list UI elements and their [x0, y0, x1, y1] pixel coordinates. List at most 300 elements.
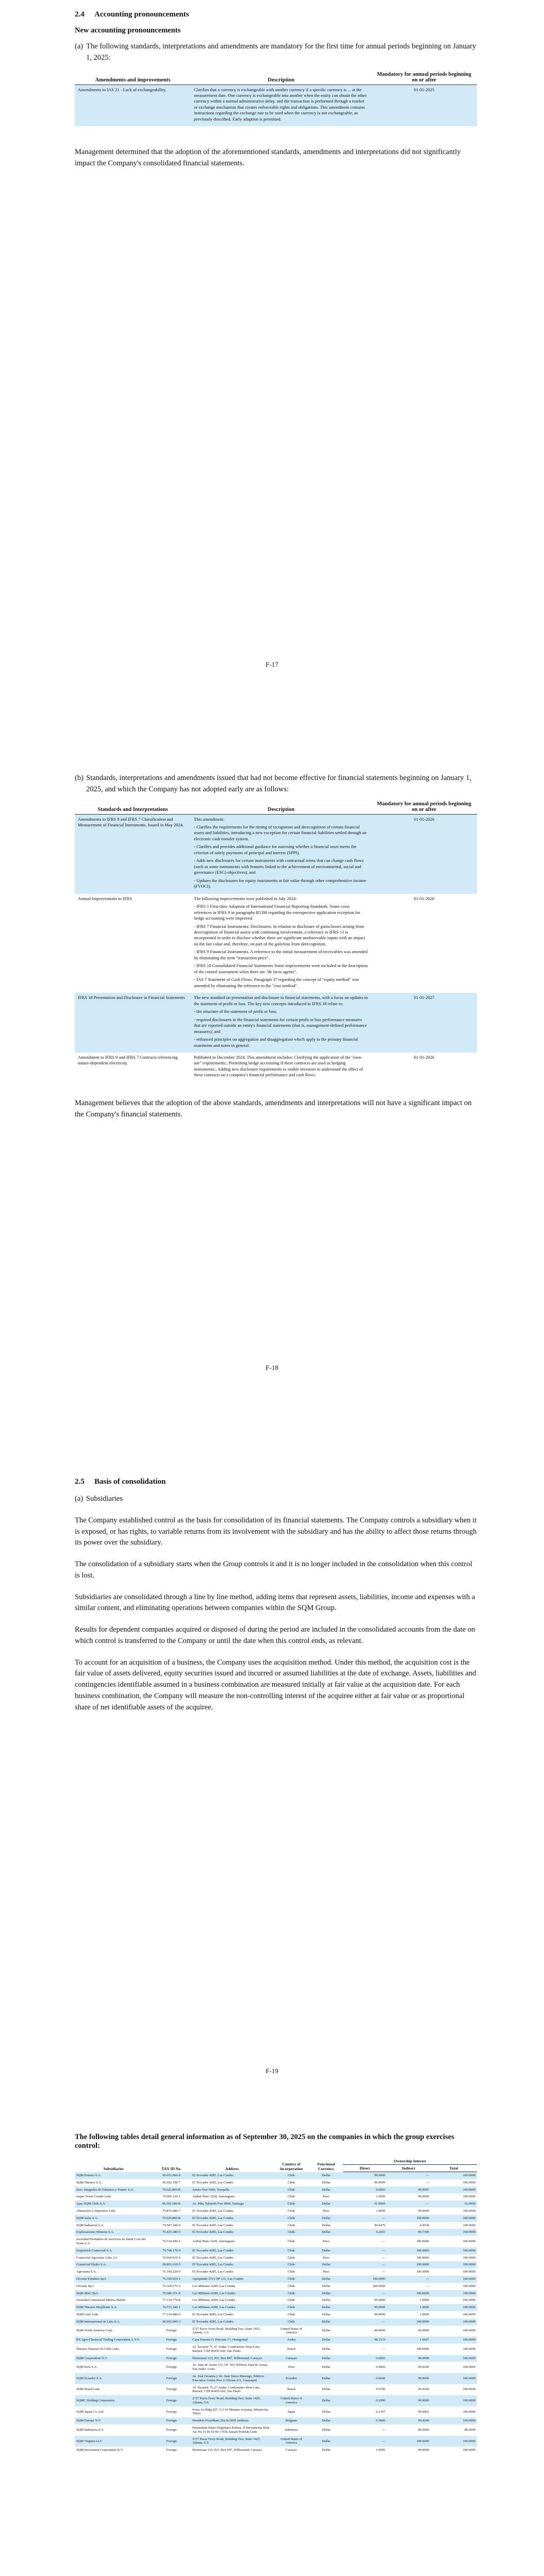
country: Chile [273, 2187, 309, 2194]
country: Chile [287, 2195, 295, 2199]
currency: Dollar [322, 2180, 331, 2184]
indirect-pct: 99.4200 [387, 2417, 431, 2425]
table-row [75, 2362, 477, 2373]
address: El Trovador 4285, Las Condes [191, 2318, 273, 2326]
total-pct: 100.0000 [463, 2209, 475, 2213]
direct-pct: 0.0040 [343, 2373, 387, 2384]
subsidiary-name: SQM Indonesia S.A. [76, 2428, 105, 2432]
address: El Trovador 4285, Las Condes [191, 2172, 273, 2179]
indirect-pct: 100.0000 [416, 2347, 429, 2351]
page-number: F-17 [266, 660, 278, 668]
direct-pct: — [343, 2436, 387, 2447]
indirect-pct: 100.0000 [387, 2247, 431, 2255]
country: Chile [287, 2240, 295, 2244]
col-header: Address [225, 2166, 239, 2171]
total-pct: 100.0000 [431, 2215, 477, 2222]
standard-description [191, 894, 371, 993]
address: El Trovador 4285, Las Condes [191, 2247, 273, 2255]
address: El Trovador 4285, Las Condes [192, 2180, 234, 2184]
currency: Dollar [309, 2355, 343, 2362]
currency: Dollar [322, 2365, 331, 2369]
country: Chile [287, 2312, 295, 2316]
address: El Trovador 4285, Las Condes [192, 2223, 234, 2227]
indirect-pct: 60.0000 [418, 2329, 429, 2333]
col-header: Mandatory for annual periods beginning on or after [376, 71, 471, 83]
description-line: The following improvements were published in July 2024: [194, 895, 297, 901]
standard-name: Amendment to IFRS 9 and IFRS 7 Contracts referencing nature-dependent electricity. [78, 1054, 178, 1066]
item-a [75, 1494, 477, 1505]
subsidiary-name: SQM Japan Co. Ltd. [76, 2410, 104, 2414]
tax-id: 79.626.800-K [152, 2215, 191, 2222]
table-row [75, 2215, 477, 2222]
section-heading [75, 1478, 477, 1486]
item-label: (a) [75, 42, 84, 50]
table-row [75, 2336, 477, 2344]
table-row [75, 2447, 477, 2454]
indirect-pct: 99.0000 [418, 2209, 429, 2213]
currency: Dollar [309, 2247, 343, 2255]
country: Peru [288, 2365, 294, 2369]
table-row [75, 2222, 477, 2229]
subsidiary-name: Exploraciones Mineras S.A. [75, 2229, 152, 2236]
indirect-pct: 100.0000 [416, 2270, 429, 2274]
effective-date: 01-01-2027 [371, 993, 477, 1053]
country: United States of America [281, 2327, 302, 2335]
direct-pct: 1.0000 [376, 2209, 385, 2213]
subsidiary-name: Orcoma SpA [76, 2284, 94, 2288]
total-pct: 100.0000 [431, 2436, 477, 2447]
description-line: This amendment: [194, 816, 225, 822]
section-number: 2.5 [75, 1478, 85, 1486]
country: United States of America [273, 2436, 309, 2447]
country: Japan [287, 2410, 295, 2414]
currency: Dollar [309, 2187, 343, 2194]
col-header: Subsidiaries [103, 2166, 124, 2171]
tax-id: 96.592.190-7 [162, 2180, 180, 2184]
description-line: - Updates the disclosures for equity instruments at fair value through other comprehensive income (FVOCI). [194, 877, 367, 889]
address: Aníbal Pinto 3228, Antofagasta [192, 2240, 235, 2244]
table-row [75, 993, 477, 1053]
indirect-pct: 100.0000 [416, 2256, 429, 2260]
direct-pct: — [343, 2261, 387, 2268]
address: El Trovador 4285, Las Condes [191, 2261, 273, 2268]
direct-pct: 98.3333 [343, 2336, 387, 2344]
tax-id: Foreign [166, 2448, 177, 2452]
country: Chile [287, 2256, 295, 2260]
address: Apoquindo 3721 OF 131, Las Condes [191, 2276, 273, 2283]
col-header: Ownership Interest [343, 2158, 477, 2165]
country: Chile [273, 2304, 309, 2311]
indirect-pct: 99.9300 [418, 2387, 429, 2392]
direct-pct: — [343, 2215, 387, 2222]
description-line: - Clarifies the requirements for the timing of recognition and derecognition of certain financial assets and liabilities, introducing a new exception for certain financial liabilities settled through an electronic cash transfer system. [194, 824, 367, 841]
currency: Dollar [322, 2387, 331, 2392]
tax-id: Foreign [166, 2365, 177, 2369]
section-heading [75, 10, 477, 19]
country: Belgium [273, 2417, 309, 2425]
direct-pct: 99.9999 [343, 2172, 387, 2179]
tax-id: Foreign [152, 2373, 191, 2384]
table-row [75, 2304, 477, 2311]
currency: Dollar [322, 2223, 331, 2227]
subsidiary-name: SQM Perú S.A. [76, 2365, 97, 2369]
indirect-pct: — [425, 2180, 429, 2184]
subsidiary-name: Serv. Integrales de Tránsitos y Transf. S.A. [75, 2187, 152, 2194]
total-pct: 51.0000 [431, 2200, 477, 2208]
total-pct: 100.0000 [463, 2329, 475, 2333]
standard-name: Amendments to IAS 21 - Lack of exchangeability. [75, 84, 191, 126]
total-pct: 100.0000 [463, 2240, 475, 2244]
total-pct: 100.0000 [431, 2318, 477, 2326]
currency: Dollar [309, 2395, 343, 2406]
currency: Dollar [322, 2298, 331, 2302]
item-text: The following standards, interpretations and amendments are mandatory for the first time for annual periods beginning on January 1, 2025: [86, 42, 476, 62]
country: Chile [273, 2247, 309, 2255]
country: Chile [273, 2215, 309, 2222]
table-row [75, 2193, 477, 2200]
direct-pct: 100.0000 [372, 2284, 385, 2288]
total-pct: 100.0000 [431, 2276, 477, 2283]
subsidiary-name: RS Agro-Chemical Trading Corporation A.V.V. [75, 2336, 152, 2344]
standard-name: IFRS 18 Presentation and Disclosure in Financial Statements [75, 993, 191, 1053]
country: Chile [273, 2276, 309, 2283]
item-text: Subsidiaries [86, 1495, 123, 1503]
currency: Dollar [322, 2284, 331, 2288]
subsidiary-name: SQM MaG SpA [75, 2290, 152, 2297]
direct-pct: — [343, 2318, 387, 2326]
currency: Dollar [322, 2312, 331, 2316]
description-line: - IAS 7 Statement of Cash Flows. Paragraph 37 regarding the concept of "equity method" was amended by eliminating the reference to the "cost method". [194, 977, 359, 988]
standard-name: Annual Improvements to IFRS [78, 895, 133, 901]
total-pct: 100.0000 [463, 2180, 475, 2184]
currency: Peso [323, 2270, 329, 2274]
section-title: Accounting pronouncements [94, 10, 189, 19]
currency: Dollar [309, 2417, 343, 2425]
table-row [75, 2344, 477, 2355]
description-line: The new standard on presentation and disclosure in financial statements, with a focus on updates to the statement of profit or loss. The key new concepts introduced in IFRS 18 relate to: [194, 995, 368, 1006]
description-line: - Clarifies and provides additional guidance for assessing whether a financial asset meets the criterion of solely payments of principal and interest (SPPI). [194, 844, 357, 855]
direct-pct: 99.0470 [374, 2223, 385, 2227]
country: Indonesia [285, 2428, 298, 2432]
table-row [75, 2384, 477, 2396]
subsidiary-name: Orcoma Estudios SpA [75, 2276, 152, 2283]
item-label: (b) [75, 774, 84, 782]
section-title: Basis of consolidation [94, 1478, 166, 1486]
table-row [75, 2236, 477, 2247]
direct-pct: — [382, 2270, 385, 2274]
description-line: Clarifies that a currency is exchangeable with another currency if a specific currency is ... at the measurement date. One currency is exchangeable into another when the entity can obtain the other currency within a normal administrative delay, and the transaction is performed through a market or exchange mechanism that creates enforceable rights and obligations. This amendment contains instructions regarding the exchange rate to be used when the currency is not exchangeable, as previously described. Early adoption is permitted. [194, 87, 367, 122]
subsidiary-name: SQM Nitratos S.A. [76, 2180, 102, 2184]
tax-id: 76.425.380-9 [152, 2229, 191, 2236]
direct-pct: 1.0000 [376, 2195, 385, 2199]
direct-pct: 0.0002 [343, 2355, 387, 2362]
subsidiary-name: Agrorama S.A. [76, 2270, 97, 2274]
tax-id: 76.360.575-2 [162, 2284, 180, 2288]
conclusion-paragraph: Management determined that the adoption of the aforementioned standards, amendments and interpretations did not significantly impact the Company's consolidated financial statements. [75, 148, 461, 168]
direct-pct: 99.0000 [374, 2298, 385, 2302]
address: El Trovador 4285, Las Condes [192, 2312, 234, 2316]
country: Chile [287, 2270, 295, 2274]
tax-id: 79.768.170-9 [152, 2247, 191, 2255]
tax-id: 96.992.000-3 [152, 2318, 191, 2326]
table-row [75, 2179, 477, 2187]
subsidiary-name: SQM Investment Corporation N.V. [76, 2448, 124, 2452]
tax-id: 96.592.180-K [152, 2200, 191, 2208]
subsidiary-name: Comercial Hydro S.A. [75, 2261, 152, 2268]
table-row [75, 2318, 477, 2326]
total-pct: 80.0000 [464, 2428, 475, 2432]
currency: Dollar [322, 2329, 331, 2333]
direct-pct: 0.0700 [376, 2387, 385, 2392]
page-f17 [0, 0, 544, 703]
currency: Dollar [309, 2215, 343, 2222]
indirect-pct: — [387, 2276, 431, 2283]
country: Brazil [287, 2387, 295, 2392]
currency: Dollar [322, 2448, 331, 2452]
subsidiary-name: Soquimich Comercial S.A. [75, 2247, 152, 2255]
tax-id: 76.711.140-1 [152, 2304, 191, 2311]
tax-id: Foreign [152, 2355, 191, 2362]
currency: Dollar [322, 2428, 331, 2432]
address: Perumahan Bumi Dirgantara Permai, Jl Suryadarma Blok Aw No 15 Rt 01/09 17436 Jatisari Pondok Gede [192, 2426, 270, 2434]
country: Aruba [273, 2336, 309, 2344]
currency: Dollar [309, 2318, 343, 2326]
indirect-pct: — [387, 2200, 431, 2208]
subsidiary-name: Nitratos Naturais do Chile Ltda. [76, 2347, 120, 2351]
direct-pct: 1.0000 [376, 2448, 385, 2452]
currency: Peso [323, 2240, 329, 2244]
subheading: New accounting pronouncements [75, 26, 181, 35]
subsidiary-name: Sociedad Contractual Minera Búfalo [76, 2298, 126, 2302]
table-row [75, 2326, 477, 2337]
direct-pct: 99.0000 [374, 2312, 385, 2316]
effective-date: 01-01-2026 [414, 1054, 435, 1060]
indirect-pct: 100.0000 [387, 2436, 431, 2447]
address: Arturo Prat 1060, Tocopilla [191, 2187, 273, 2194]
total-pct: 100.0000 [463, 2312, 475, 2316]
paragraph: Results for dependent companies acquired or disposed of during the period are included in the consolidated accounts from the date on which control is transferred to the Company or until the date when this control ends, as relevant. [75, 1625, 475, 1645]
total-pct: 100.0000 [431, 2229, 477, 2236]
tax-id: Foreign [152, 2336, 191, 2344]
effective-date: 01-01-2026 [414, 895, 435, 901]
indirect-pct: 99.9960 [387, 2373, 431, 2384]
direct-pct: — [382, 2240, 385, 2244]
total-pct: 100.0000 [431, 2355, 477, 2362]
pronouncements-table [75, 70, 477, 127]
total-pct: 100.0000 [463, 2387, 475, 2392]
tax-id: Foreign [152, 2395, 191, 2406]
currency: Peso [323, 2256, 329, 2260]
tax-id: 76.686.311-9 [152, 2290, 191, 2297]
table-row [75, 2290, 477, 2297]
address: Houtdok-Noordkaai 25a B-2030 Amberes [191, 2417, 273, 2425]
country: Ecuador [273, 2373, 309, 2384]
subsidiary-name: SQM Ecuador S.A. [75, 2373, 152, 2384]
address: From 1st Bldg 207, 5-3-10 Minami-Aoyama, Minato-ku, Tokyo [192, 2408, 269, 2416]
total-pct: 100.0000 [463, 2256, 475, 2260]
country: Chile [273, 2261, 309, 2268]
total-pct: 100.0000 [463, 2223, 475, 2227]
direct-pct: — [382, 2256, 385, 2260]
address: Al. Tocantis 75, 6° Andar, Condomínio West Gate, Barueri, CEP 06455-020, São Paulo [192, 2345, 260, 2353]
description-line: - required disclosures in the financial statements for certain profit or loss performance measures that are reported outside an entity's financial statements (that is, management-defined performance measures); and [194, 1016, 367, 1034]
tax-id: Foreign [152, 2417, 191, 2425]
table-row [75, 2373, 477, 2384]
col-header: Standards and Interpretations [97, 806, 168, 812]
subsidiary-name: SQM Brasil Ltda. [76, 2387, 101, 2392]
paragraph: Subsidiaries are consolidated through a line by line method, adding items that represent assets, liabilities, income and expenses with a similar content, and eliminating operations between companies within the SQM Group. [75, 1592, 475, 1613]
description-line: - IFRS 1 First-time Adoption of International Financial Reporting Standards. Some cross references in IFRS 9 in paragraphs B5 B6 regarding the retrospective application exception for hedge accounting were improved. [194, 904, 360, 921]
subsidiary-name: Sociedad Prestadora de Servicios de Salud Cruz del Norte S.A. [76, 2238, 146, 2245]
direct-pct: 100.0000 [343, 2276, 387, 2283]
address: Caya Ernesto O. Petronia 17, Orangestad [191, 2336, 273, 2344]
direct-pct: 0.0003 [343, 2187, 387, 2194]
currency: Peso [323, 2209, 329, 2213]
address: El Trovador 4285, Las Condes [192, 2209, 234, 2213]
direct-pct: 40.0000 [374, 2329, 385, 2333]
address: Av. Pdte. Eduardo Frei 4900, Santiago [191, 2200, 273, 2208]
table-row [75, 2297, 477, 2304]
country: Chile [273, 2229, 309, 2236]
country: United States of America [273, 2395, 309, 2406]
tax-id: 76.145.229-0 [162, 2270, 180, 2274]
table-row [75, 2406, 477, 2418]
address: Pietermaai 123, P.O. Box 897, Willemstad, Curaçao [191, 2355, 273, 2362]
address: 2727 Paces Ferry Road, Building Two, Suite 1425, Atlanta, GA [191, 2395, 273, 2406]
currency: Dollar [309, 2229, 343, 2236]
description-line: - IFRS 10 Consolidated Financial Statements Some improvements were included in the description of the control assessment when there are "de facto agents". [194, 963, 368, 974]
col-header: Country of incorporation [279, 2161, 303, 2171]
subsidiary-name: SQM Litio Ltda. [76, 2312, 99, 2316]
subsidiary-name: SQM Potasio S.A. [75, 2172, 152, 2179]
table-row [75, 2283, 477, 2290]
col-header: Mandatory for annual periods beginning on or after [376, 801, 471, 812]
table-row [75, 2247, 477, 2255]
tax-id: 76.534.490-5 [162, 2240, 180, 2244]
standard-description [191, 84, 371, 126]
paragraph: The Company established control as the basis for consolidation of its financial statements. The Company controls a subsidiary when it is exposed, or has rights, to variable returns from its involvement with the subsidiary and has the ability to affect those returns through its power over the subsidiary. [75, 1516, 477, 1547]
tax-id: 77.114.779-8 [162, 2298, 180, 2302]
direct-pct: 51.0000 [343, 2200, 387, 2208]
direct-pct: 0.1000 [343, 2395, 387, 2406]
total-pct: 100.0000 [431, 2172, 477, 2179]
indirect-pct: 1.0000 [387, 2304, 431, 2311]
tax-id: Foreign [152, 2436, 191, 2447]
address: Los Militares 4290, Las Condes [191, 2290, 273, 2297]
page-f19 [0, 1406, 544, 2110]
tax-id: 96.651.060-9 [152, 2172, 191, 2179]
country: Chile [287, 2180, 295, 2184]
direct-pct: 0.9800 [376, 2365, 385, 2369]
col-header: Direct [343, 2165, 387, 2172]
address: Av. Juan de Arona 151, Of. 503, Edificio Juan de Arona, San Isidro, Lima [192, 2363, 268, 2371]
page-number: F-18 [266, 1364, 278, 1371]
indirect-pct: — [425, 2284, 429, 2288]
indirect-pct: 0.9530 [420, 2223, 429, 2227]
country: Chile [287, 2209, 295, 2213]
tax-id: 76.359.919-1 [152, 2276, 191, 2283]
total-pct: 100.0000 [463, 2284, 475, 2288]
country: Chile [273, 2290, 309, 2297]
table-row [75, 2276, 477, 2283]
total-pct: 100.0000 [431, 2247, 477, 2255]
address: El Trovador 4285, Las Condes [191, 2229, 273, 2236]
currency: Dollar [309, 2290, 343, 2297]
indirect-pct: 100.0000 [387, 2215, 431, 2222]
item-b [75, 773, 477, 795]
country: Chile [287, 2298, 295, 2302]
paragraph: The consolidation of a subsidiary starts when the Group controls it and it is no longer included in the consolidation when this control is lost. [75, 1560, 472, 1580]
col-header: Description [268, 77, 294, 83]
section-number: 2.4 [75, 10, 85, 19]
description-line: Published in December 2024. This amendment includes: Clarifying the application of the "own-use" requirements.; Permitting hedge accounting if these contracts are used as hedging instruments.; Adding new disclosure requirements to enable investors to understand the effect of these contracts on a company's financial performance and cash flows. [194, 1054, 363, 1078]
tax-id: Foreign [166, 2387, 177, 2392]
total-pct: 100.0000 [463, 2347, 475, 2351]
currency: Dollar [309, 2336, 343, 2344]
subsidiary-name: SQM Salar S.A. [75, 2215, 152, 2222]
currency: Dollar [309, 2276, 343, 2283]
direct-pct: — [382, 2347, 385, 2351]
table-row [75, 1053, 477, 1082]
address: 2727 Paces Ferry Road, Building Two, Suite 1425, Atlanta, GA [192, 2327, 261, 2335]
indirect-pct: 1.0000 [420, 2298, 429, 2302]
tax-id: 77.214.480-6 [162, 2312, 180, 2316]
direct-pct: 99.9999 [374, 2180, 385, 2184]
description-line: - the structure of the statement of profit or loss; [194, 1009, 277, 1014]
subsidiary-name: SQM Nitratos Mejillones S.A. [75, 2304, 152, 2311]
currency: Dollar [309, 2436, 343, 2447]
indirect-pct: 100.0000 [387, 2318, 431, 2326]
table-row [75, 2355, 477, 2362]
total-pct: 100.0000 [463, 2195, 475, 2199]
subsidiaries-table [75, 2158, 477, 2454]
currency: Dollar [309, 2304, 343, 2311]
page-f20 [0, 2110, 544, 2576]
indirect-pct: 99.9998 [387, 2355, 431, 2362]
total-pct: 100.0000 [431, 2336, 477, 2344]
currency: Dollar [309, 2261, 343, 2268]
address: 2727 Paces Ferry Road, Building Two, Suite 1425, Atlanta, GA [191, 2436, 273, 2447]
tax-id: 79.876.080-7 [162, 2209, 180, 2213]
country: Chile [273, 2172, 309, 2179]
currency: Dollar [322, 2410, 331, 2414]
country: Chile [287, 2284, 295, 2288]
address: Los Militares 4290, Las Condes [192, 2298, 236, 2302]
direct-pct: — [343, 2247, 387, 2255]
effective-date: 01-01-2026 [371, 814, 477, 894]
country: Chile [287, 2223, 295, 2227]
col-header: Description [268, 806, 294, 812]
indirect-pct: 99.7309 [387, 2229, 431, 2236]
direct-pct: 0.2691 [343, 2229, 387, 2236]
subsidiary-name: Ajay SQM Chile S.A. [75, 2200, 152, 2208]
address: Los Militares 4290, Las Condes [192, 2284, 236, 2288]
table-row [75, 894, 477, 993]
indirect-pct: 99.0000 [418, 2448, 429, 2452]
direct-pct: — [382, 2428, 385, 2432]
item-label: (a) [75, 1495, 84, 1503]
standard-name: Amendments to IFRS 9 and IFRS 7 Classification and Measurement of Financial Instruments. Issued in May 2024. [75, 814, 191, 894]
direct-pct: 0.5800 [343, 2417, 387, 2425]
subsidiary-name: SQM Internacional de Litio S.A. [75, 2318, 152, 2326]
indirect-pct: 100.0000 [416, 2240, 429, 2244]
tax-id: 76.064.419-6 [162, 2256, 180, 2260]
col-header: TAX ID No. [161, 2166, 182, 2171]
col-header: Total [431, 2165, 477, 2172]
tax-id: 79.626.800-K [152, 2187, 191, 2194]
table-row [75, 814, 477, 894]
col-header: Functional Currency [317, 2161, 335, 2171]
